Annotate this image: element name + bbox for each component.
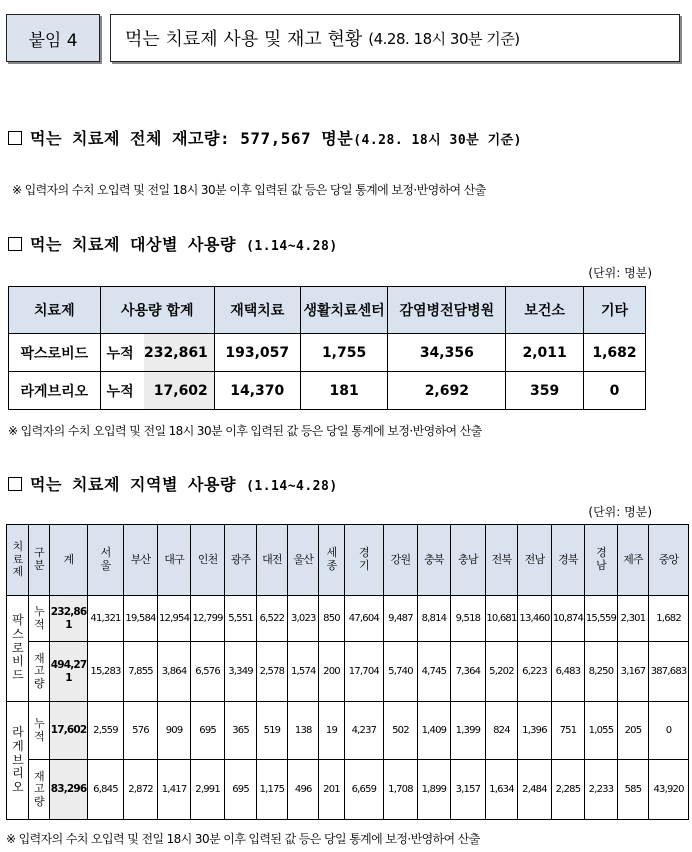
value-cell: 205 bbox=[617, 702, 648, 760]
value-cell: 1,055 bbox=[585, 702, 618, 760]
value-cell: 1,417 bbox=[158, 760, 191, 820]
value-cell: 2,872 bbox=[123, 760, 158, 820]
table-header-row bbox=[7, 525, 689, 596]
value-cell: 1,399 bbox=[451, 702, 486, 760]
value-cell: 12,799 bbox=[190, 596, 225, 642]
value-cell: 751 bbox=[551, 702, 584, 760]
value-cell: 17,704 bbox=[344, 642, 384, 702]
value-cell: 2,559 bbox=[88, 702, 124, 760]
table-row bbox=[7, 642, 689, 702]
value-cell: 12,954 bbox=[158, 596, 191, 642]
value-cell: 4,237 bbox=[344, 702, 384, 760]
value-cell: 3,349 bbox=[225, 642, 256, 702]
value-cell: 6,845 bbox=[88, 760, 124, 820]
value-cell: 14,370 bbox=[214, 372, 300, 410]
page-title-sub: (4.28. 18시 30분 기준) bbox=[368, 29, 520, 48]
header-cell: 경 기 bbox=[344, 525, 384, 596]
value-cell: 6,659 bbox=[344, 760, 384, 820]
value-cell: 7,364 bbox=[451, 642, 486, 702]
checkbox-square-icon bbox=[8, 131, 22, 145]
value-cell: 496 bbox=[288, 760, 319, 820]
value-cell: 2,484 bbox=[518, 760, 551, 820]
total-cell: 232,86 1 bbox=[49, 596, 87, 642]
table-row bbox=[7, 702, 689, 760]
section1-note: ※ 입력자의 수치 오입력 및 전일 18시 30분 이후 입력된 값 등은 당일 통계에 보정·반영하여 산출 bbox=[12, 183, 486, 197]
value-cell: 1,634 bbox=[485, 760, 518, 820]
value-cell: 5,551 bbox=[225, 596, 256, 642]
value-cell: 138 bbox=[288, 702, 319, 760]
value-cell: 2,692 bbox=[388, 372, 506, 410]
value-cell: 8,814 bbox=[417, 596, 450, 642]
header-cell: 계 bbox=[49, 525, 87, 596]
checkbox-square-icon bbox=[8, 477, 22, 491]
attachment-tag bbox=[6, 14, 100, 62]
value-cell: 1,755 bbox=[300, 334, 388, 372]
section1-heading bbox=[8, 126, 522, 149]
value-cell: 2,578 bbox=[256, 642, 287, 702]
value-cell: 181 bbox=[300, 372, 388, 410]
section3-unit: (단위: 명분) bbox=[588, 505, 652, 519]
header-cell: 인천 bbox=[190, 525, 225, 596]
value-cell: 6,483 bbox=[551, 642, 584, 702]
value-cell: 3,864 bbox=[158, 642, 191, 702]
value-cell: 1,682 bbox=[584, 334, 646, 372]
kind-cell: 누적 bbox=[100, 334, 144, 372]
value-cell: 3,023 bbox=[288, 596, 319, 642]
header-cell: 감염병전담병원 bbox=[388, 287, 506, 334]
value-cell: 1,708 bbox=[384, 760, 417, 820]
table-row bbox=[9, 334, 646, 372]
value-cell: 9,487 bbox=[384, 596, 417, 642]
value-cell: 2,301 bbox=[617, 596, 648, 642]
header-cell: 사용량 합계 bbox=[100, 287, 214, 334]
value-cell: 1,396 bbox=[518, 702, 551, 760]
kind-cell: 누 적 bbox=[28, 596, 49, 642]
header-cell: 충남 bbox=[451, 525, 486, 596]
value-cell: 34,356 bbox=[388, 334, 506, 372]
value-cell: 19 bbox=[319, 702, 344, 760]
header-cell: 부산 bbox=[123, 525, 158, 596]
value-cell: 2,011 bbox=[506, 334, 584, 372]
drug-cell: 팍 스 로 비 드 bbox=[7, 596, 29, 702]
kind-cell: 재 고 량 bbox=[28, 642, 49, 702]
kind-cell: 재 고 량 bbox=[28, 760, 49, 820]
value-cell: 3,157 bbox=[451, 760, 486, 820]
value-cell: 695 bbox=[225, 760, 256, 820]
drug-cell: 라게브리오 bbox=[9, 372, 101, 410]
value-cell: 359 bbox=[506, 372, 584, 410]
value-cell: 2,233 bbox=[585, 760, 618, 820]
section2-sub: (1.14~4.28) bbox=[246, 239, 338, 254]
header-cell: 중앙 bbox=[649, 525, 689, 596]
total-cell: 232,861 bbox=[144, 334, 214, 372]
section1-sub: (4.28. 18시 30분 기준) bbox=[353, 133, 523, 148]
value-cell: 585 bbox=[617, 760, 648, 820]
value-cell: 576 bbox=[123, 702, 158, 760]
value-cell: 9,518 bbox=[451, 596, 486, 642]
value-cell: 1,899 bbox=[417, 760, 450, 820]
attachment-tag-label: 붙임 4 bbox=[28, 30, 78, 51]
table-row bbox=[7, 760, 689, 820]
header-cell: 기타 bbox=[584, 287, 646, 334]
value-cell: 365 bbox=[225, 702, 256, 760]
value-cell: 19,584 bbox=[123, 596, 158, 642]
value-cell: 2,991 bbox=[190, 760, 225, 820]
value-cell: 200 bbox=[319, 642, 344, 702]
value-cell: 695 bbox=[190, 702, 225, 760]
header-cell: 생활치료센터 bbox=[300, 287, 388, 334]
checkbox-square-icon bbox=[8, 237, 22, 251]
header-cell: 치 료 제 bbox=[7, 525, 29, 596]
value-cell: 502 bbox=[384, 702, 417, 760]
value-cell: 1,574 bbox=[288, 642, 319, 702]
section2-unit: (단위: 명분) bbox=[588, 266, 652, 280]
value-cell: 519 bbox=[256, 702, 287, 760]
usage-by-region-table bbox=[6, 524, 689, 820]
section1-title: 먹는 치료제 전체 재고량: 577,567 명분 bbox=[30, 129, 354, 148]
header-cell: 구 분 bbox=[28, 525, 49, 596]
value-cell: 13,460 bbox=[518, 596, 551, 642]
value-cell: 3,167 bbox=[617, 642, 648, 702]
drug-cell: 라 게 브 리 오 bbox=[7, 702, 29, 820]
header-cell: 서 울 bbox=[88, 525, 124, 596]
page-title-box bbox=[110, 14, 680, 62]
total-cell: 494,27 1 bbox=[49, 642, 87, 702]
header-cell: 치료제 bbox=[9, 287, 101, 334]
value-cell: 2,285 bbox=[551, 760, 584, 820]
header-cell: 전북 bbox=[485, 525, 518, 596]
value-cell: 4,745 bbox=[417, 642, 450, 702]
value-cell: 201 bbox=[319, 760, 344, 820]
usage-by-target-table bbox=[8, 286, 646, 410]
value-cell: 0 bbox=[649, 702, 689, 760]
section3-heading bbox=[8, 472, 338, 495]
value-cell: 6,223 bbox=[518, 642, 551, 702]
value-cell: 41,321 bbox=[88, 596, 124, 642]
value-cell: 43,920 bbox=[649, 760, 689, 820]
value-cell: 10,681 bbox=[485, 596, 518, 642]
header-cell: 광주 bbox=[225, 525, 256, 596]
header-cell: 울산 bbox=[288, 525, 319, 596]
total-cell: 17,602 bbox=[144, 372, 214, 410]
header-cell: 충북 bbox=[417, 525, 450, 596]
value-cell: 850 bbox=[319, 596, 344, 642]
value-cell: 15,283 bbox=[88, 642, 124, 702]
value-cell: 8,250 bbox=[585, 642, 618, 702]
value-cell: 10,874 bbox=[551, 596, 584, 642]
header-cell: 재택치료 bbox=[214, 287, 300, 334]
table-row bbox=[9, 372, 646, 410]
table-header-row bbox=[9, 287, 646, 334]
value-cell: 7,855 bbox=[123, 642, 158, 702]
value-cell: 47,604 bbox=[344, 596, 384, 642]
value-cell: 909 bbox=[158, 702, 191, 760]
value-cell: 1,682 bbox=[649, 596, 689, 642]
kind-cell: 누 적 bbox=[28, 702, 49, 760]
value-cell: 193,057 bbox=[214, 334, 300, 372]
value-cell: 1,409 bbox=[417, 702, 450, 760]
header-cell: 대구 bbox=[158, 525, 191, 596]
header-cell: 세 종 bbox=[319, 525, 344, 596]
header-cell: 제주 bbox=[617, 525, 648, 596]
value-cell: 5,740 bbox=[384, 642, 417, 702]
value-cell: 6,522 bbox=[256, 596, 287, 642]
table-row bbox=[7, 596, 689, 642]
value-cell: 15,559 bbox=[585, 596, 618, 642]
kind-cell: 누적 bbox=[100, 372, 144, 410]
drug-cell: 팍스로비드 bbox=[9, 334, 101, 372]
value-cell: 1,175 bbox=[256, 760, 287, 820]
value-cell: 6,576 bbox=[190, 642, 225, 702]
value-cell: 387,683 bbox=[649, 642, 689, 702]
section3-title: 먹는 치료제 지역별 사용량 bbox=[30, 475, 236, 494]
section2-note: ※ 입력자의 수치 오입력 및 전일 18시 30분 이후 입력된 값 등은 당일 통계에 보정·반영하여 산출 bbox=[8, 424, 482, 438]
header-cell: 강원 bbox=[384, 525, 417, 596]
header-cell: 경 남 bbox=[585, 525, 618, 596]
value-cell: 824 bbox=[485, 702, 518, 760]
total-cell: 83,296 bbox=[49, 760, 87, 820]
section3-sub: (1.14~4.28) bbox=[246, 479, 338, 494]
section3-note: ※ 입력자의 수치 오입력 및 전일 18시 30분 이후 입력된 값 등은 당일 통계에 보정·반영하여 산출 bbox=[6, 832, 480, 846]
value-cell: 0 bbox=[584, 372, 646, 410]
header-cell: 경북 bbox=[551, 525, 584, 596]
value-cell: 5,202 bbox=[485, 642, 518, 702]
header-cell: 대전 bbox=[256, 525, 287, 596]
header-cell: 전남 bbox=[518, 525, 551, 596]
header-cell: 보건소 bbox=[506, 287, 584, 334]
section2-heading bbox=[8, 232, 338, 255]
total-cell: 17,602 bbox=[49, 702, 87, 760]
section2-title: 먹는 치료제 대상별 사용량 bbox=[30, 235, 236, 254]
page-title: 먹는 치료제 사용 및 재고 현황 bbox=[125, 29, 363, 50]
